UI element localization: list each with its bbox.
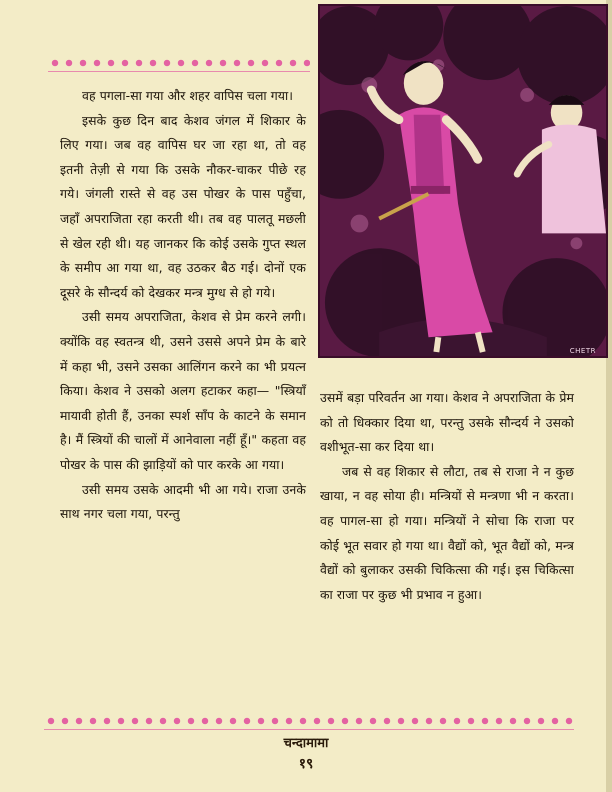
magazine-title: चन्दामामा: [283, 736, 329, 751]
border-rule-top: [48, 71, 310, 72]
decorative-border-top: [48, 56, 310, 70]
paragraph: उसी समय उसके आदमी भी आ गये। राजा उनके साथ नगर चला गया, परन्तु: [60, 481, 306, 522]
border-rule-bottom: [44, 729, 574, 730]
decorative-border-bottom: [44, 714, 574, 728]
artist-signature: CHETR: [569, 347, 596, 355]
paragraph: उसी समय अपराजिता, केशव से प्रेम करने लगी। क्योंकि वह स्वतन्त्र थी, उसने उससे अपने प्रेम के बारे में कहा भी, उसने उसका आलिंगन करने का भी प्रयत्न किया। केशव ने उसको अलग हटाकर कहा— "स्त्रियाँ मायावी होती हैं, उनका स्पर्श साँप के काटने के समान है। मैं स्त्रियों की चालों में आनेवाला नहीं हूँ।" कहता वह पोखर के पास की झाड़ियों को पार करके आ गया।: [60, 309, 306, 472]
story-illustration: [318, 4, 608, 358]
painting-icon: [320, 6, 606, 356]
paragraph: जब से वह शिकार से लौटा, तब से राजा ने न कुछ खाया, न वह सोया ही। मन्त्रियों से मन्त्रणा भी न करता। वह पागल-सा हो गया। मन्त्रियों ने सोचा कि राजा पर कोई भूत सवार हो गया था। वैद्यों को, भूत वैद्यों को, मन्त्र वैद्यों को बुलाकर उसकी चिकित्सा की गई। इस चिकित्सा का राजा पर कुछ भी प्रभाव न हुआ।: [320, 463, 574, 602]
page-number: १९: [298, 756, 314, 772]
paragraph: उसमें बड़ा परिवर्तन आ गया। केशव ने अपराजिता के प्रेम को तो धिक्कार दिया था, परन्तु उसके सौन्दर्य ने उसको वशीभूत-सा कर दिया था।: [320, 390, 574, 455]
paragraph: इसके कुछ दिन बाद केशव जंगल में शिकार के लिए गया। जब वह वापिस घर जा रहा था, तो वह इतनी तेज़ी से गया कि उसके नौकर-चाकर पीछे रह गये। जंगली रास्ते से वह उस पोखर के पास पहुँचा, जहाँ अपराजिता रहा करती थी। तब वह पालतू मछली से खेल रही थी। यह जानकर कि कोई उसके गुप्त स्थल के समीप आ गया था, वह उठकर बैठ गई। दोनों एक दूसरे के सौन्दर्य को देखकर मन्त्र मुग्ध से हो गये।: [60, 112, 306, 300]
right-text-column: [320, 386, 574, 607]
paragraph: वह पगला-सा गया और शहर वापिस चला गया।: [82, 88, 294, 103]
left-text-column: [60, 84, 306, 527]
